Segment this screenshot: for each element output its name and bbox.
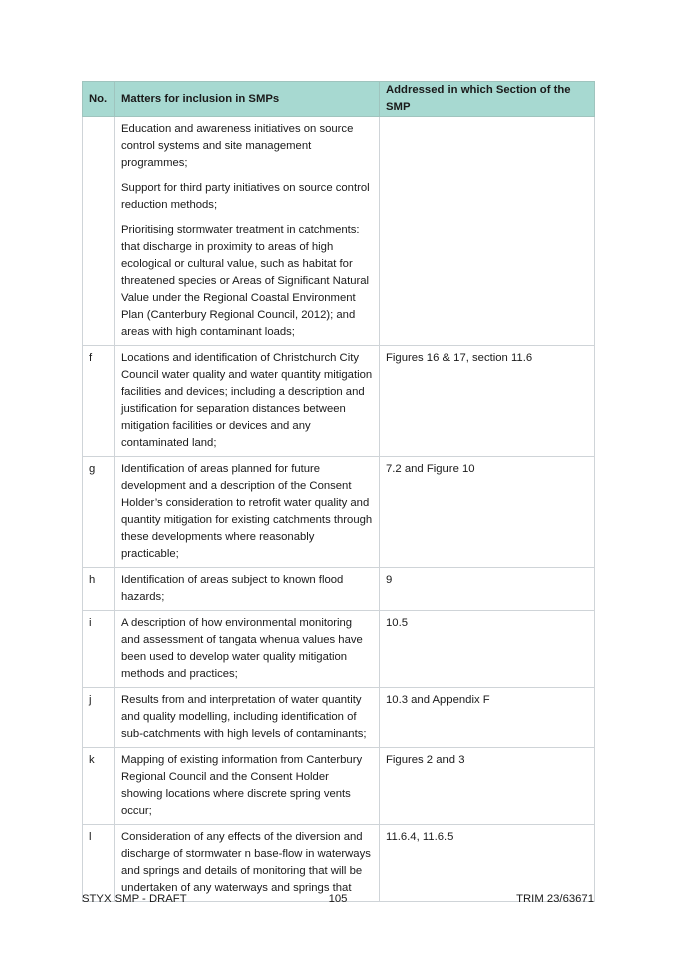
cell-matter (115, 117, 380, 346)
cell-matter: A description of how environmental monitoring and assessment of tangata whenua values have been used to develop water quality mitigation methods and practices; (115, 611, 380, 688)
cell-matter: Locations and identification of Christchurch City Council water quality and water quantity mitigation facilities and devices; including a description and justification for separation distances between mitigation facilities or devices and any contaminated land; (115, 346, 380, 457)
cell-section: 10.5 (380, 611, 595, 688)
footer-document-title: STYX SMP - DRAFT (82, 893, 187, 905)
cell-matter: Identification of areas planned for future development and a description of the Consent Holder’s consideration to retrofit water quality and quantity mitigation for existing catchments through these developments where reasonably practicable; (115, 457, 380, 568)
page-footer (82, 893, 594, 909)
cell-section (380, 117, 595, 346)
cell-no: h (83, 568, 115, 611)
table-row (83, 568, 595, 611)
cell-no: g (83, 457, 115, 568)
cell-no (83, 117, 115, 346)
cell-no: f (83, 346, 115, 457)
table-row (83, 748, 595, 825)
cell-no: i (83, 611, 115, 688)
cell-no: k (83, 748, 115, 825)
table-row (83, 346, 595, 457)
table-row (83, 457, 595, 568)
table-row (83, 688, 595, 748)
footer-trim-reference: TRIM 23/63671 (516, 893, 594, 905)
cell-section: 10.3 and Appendix F (380, 688, 595, 748)
cell-section: 11.6.4, 11.6.5 (380, 825, 595, 902)
header-section: Addressed in which Section of the SMP (380, 82, 595, 117)
table-row (83, 825, 595, 902)
cell-section: Figures 16 & 17, section 11.6 (380, 346, 595, 457)
cell-matter: Results from and interpretation of water quantity and quality modelling, including identification of sub-catchments with high levels of contaminants; (115, 688, 380, 748)
cell-no: j (83, 688, 115, 748)
cell-section: 7.2 and Figure 10 (380, 457, 595, 568)
smp-matters-table (82, 81, 595, 902)
cell-matter: Consideration of any effects of the diversion and discharge of stormwater n base-flow in waterways and springs and details of monitoring that will be undertaken of any waterways and springs that (115, 825, 380, 902)
cell-section: 9 (380, 568, 595, 611)
table-row-continued (83, 117, 595, 346)
header-no: No. (83, 82, 115, 117)
matter-paragraph-education: Education and awareness initiatives on source control systems and site management programmes; (121, 123, 354, 169)
header-matters: Matters for inclusion in SMPs (115, 82, 380, 117)
footer-page-number: 105 (328, 893, 348, 905)
cell-matter: Mapping of existing information from Canterbury Regional Council and the Consent Holder showing locations where discrete spring vents occur; (115, 748, 380, 825)
table-row (83, 611, 595, 688)
cell-no: l (83, 825, 115, 902)
cell-section: Figures 2 and 3 (380, 748, 595, 825)
cell-matter: Identification of areas subject to known flood hazards; (115, 568, 380, 611)
table-header-row (83, 82, 595, 117)
matter-paragraph-prioritising: Prioritising stormwater treatment in catchments: that discharge in proximity to areas of high ecological or cultural value, such as habitat for threatened species or Areas of Significant Natural Value under the Regional Coastal Environment Plan (Canterbury Regional Council, 2012); and areas with high contaminant loads; (121, 224, 370, 338)
matter-paragraph-third-party: Support for third party initiatives on source control reduction methods; (121, 182, 370, 211)
